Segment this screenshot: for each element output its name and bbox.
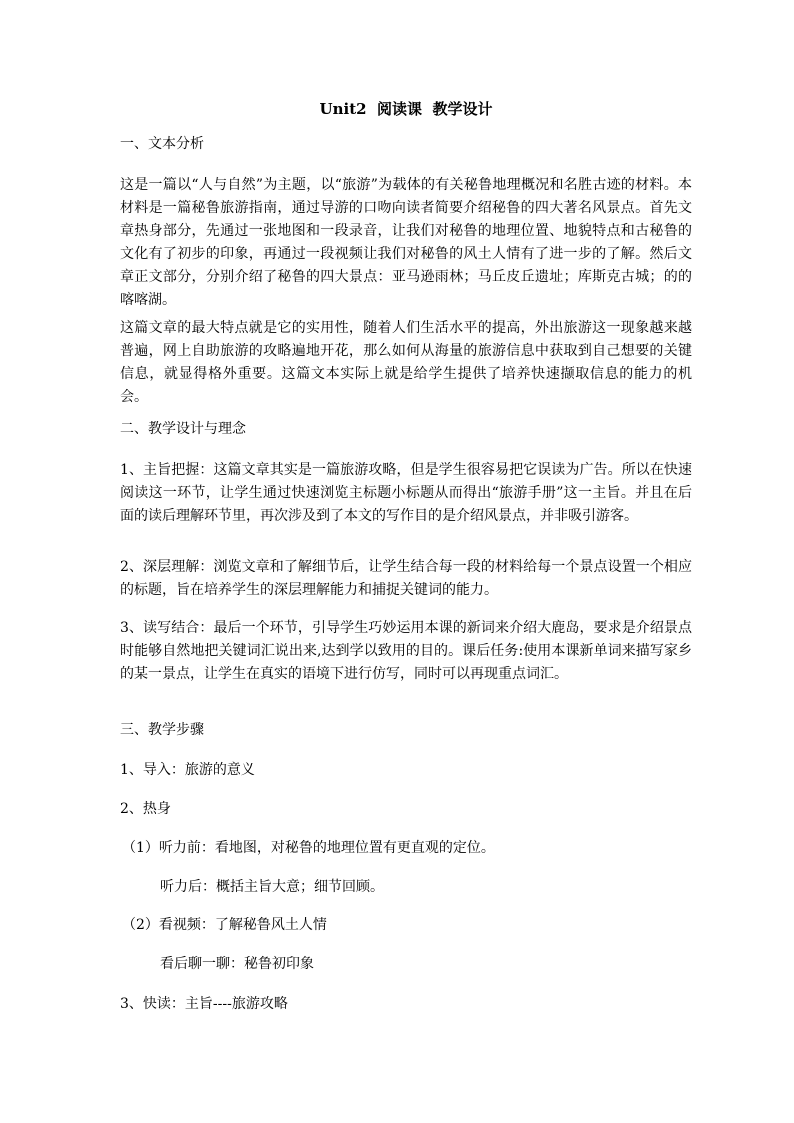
step-item: 看后聊一聊：秘鲁初印象 (160, 956, 314, 972)
step-item: 3、快读：主旨----旅游攻略 (120, 996, 288, 1012)
step-item: （2）看视频：了解秘鲁风土人情 (122, 917, 327, 933)
step-item: 2、热身 (120, 801, 171, 817)
step-item: 1、导入：旅游的意义 (120, 762, 255, 778)
step-item: （1）听力前：看地图，对秘鲁的地理位置有更直观的定位。 (122, 840, 495, 856)
paragraph-design-1: 1、主旨把握：这篇文章其实是一篇旅游攻略，但是学生很容易把它误读为广告。所以在快速阅读这一环节，让学生通过快速浏览主标题小标题从而得出“旅游手册”这一主旨。并且在后面的读后理解环节里，再次涉及到了本文的写作目的是介绍风景点，并非吸引游客。 (120, 462, 692, 524)
paragraph-design-2: 2、深层理解：浏览文章和了解细节后，让学生结合每一段的材料给每一个景点设置一个相应的标题，旨在培养学生的深层理解能力和捕捉关键词的能力。 (120, 559, 692, 598)
document-title: Unit2 阅读课 教学设计 (319, 100, 493, 118)
section-heading-design-concept: 二、教学设计与理念 (120, 421, 246, 437)
paragraph-text-analysis-1: 这是一篇以“人与自然”为主题，以“旅游”为载体的有关秘鲁地理概况和名胜古迹的材料。本材料是一篇秘鲁旅游指南，通过导游的口吻向读者简要介绍秘鲁的四大著名风景点。首先文章热身部分，先通过一张地图和一段录音，让我们对秘鲁的地理位置、地貌特点和古秘鲁的文化有了初步的印象，再通过一段视频让我们对秘鲁的风土人情有了进一步的了解。然后文章正文部分，分别介绍了秘鲁的四大景点：亚马逊雨林；马丘皮丘遗址；库斯克古城；的的喀喀湖。 (120, 177, 692, 308)
paragraph-text-analysis-2: 这篇文章的最大特点就是它的实用性，随着人们生活水平的提高，外出旅游这一现象越来越普遍，网上自助旅游的攻略遍地开花，那么如何从海量的旅游信息中获取到自己想要的关键信息，就显得格外重要。这篇文本实际上就是给学生提供了培养快速撷取信息的能力的机会。 (120, 320, 692, 405)
paragraph-design-3: 3、读写结合：最后一个环节，引导学生巧妙运用本课的新词来介绍大鹿岛，要求是介绍景点时能够自然地把关键词汇说出来,达到学以致用的目的。课后任务:使用本课新单词来描写家乡的某一景点，让学生在真实的语境下进行仿写，同时可以再现重点词汇。 (120, 620, 692, 682)
section-heading-teaching-steps: 三、教学步骤 (120, 722, 204, 738)
section-heading-text-analysis: 一、文本分析 (120, 136, 204, 152)
step-item: 听力后：概括主旨大意；细节回顾。 (160, 879, 384, 895)
